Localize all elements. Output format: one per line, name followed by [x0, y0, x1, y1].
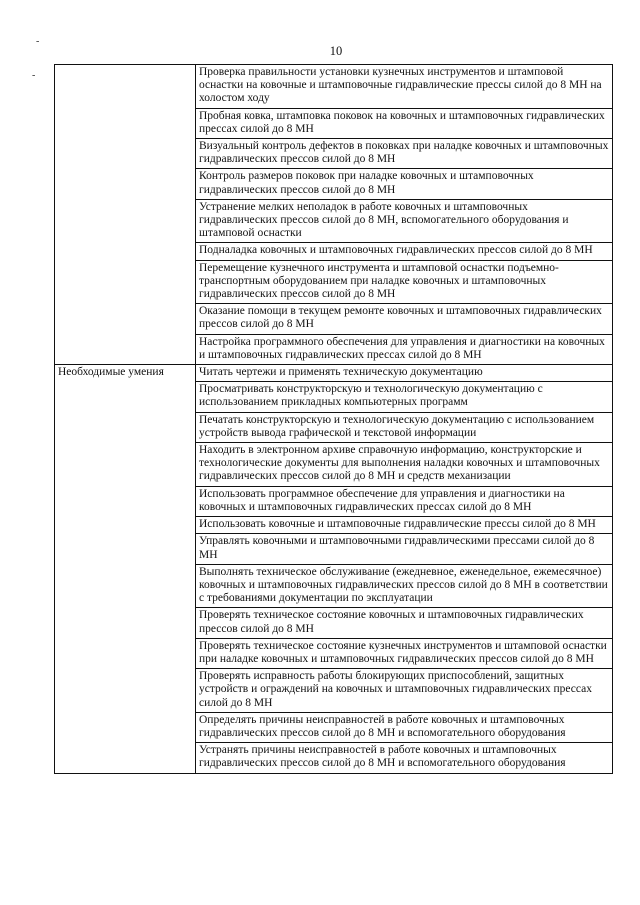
table-cell: Устранять причины неисправностей в работе ковочных и штамповочных гидравлических прессов силой до 8 МН и вспомогательного оборудования	[196, 743, 613, 773]
table-cell: Настройка программного обеспечения для управления и диагностики на ковочных и штамповочных гидравлических прессах силой до 8 МН	[196, 334, 613, 364]
table-cell: Устранение мелких неполадок в работе ковочных и штамповочных гидравлических прессов силой до 8 МН, вспомогательного оборудования и штамповой оснастки	[196, 199, 613, 243]
margin-mark: -	[32, 70, 36, 81]
table-cell: Управлять ковочными и штамповочными гидравлическими прессами силой до 8 МН	[196, 534, 613, 564]
table-cell: Подналадка ковочных и штамповочных гидравлических прессов силой до 8 МН	[196, 243, 613, 260]
table-cell: Определять причины неисправностей в работе ковочных и штамповочных гидравлических прессов силой до 8 МН и вспомогательного оборудования	[196, 712, 613, 742]
section-label-cell	[55, 65, 196, 365]
table-cell: Печатать конструкторскую и технологическую документацию с использованием устройств вывода графической и текстовой информации	[196, 412, 613, 442]
table-cell: Проверка правильности установки кузнечных инструментов и штамповой оснастки на ковочные и штамповочные гидравлические прессы силой до 8 МН на холостом ходу	[196, 65, 613, 109]
skills-label: Необходимые умения	[55, 365, 196, 773]
table-cell: Проверять техническое состояние кузнечных инструментов и штамповой оснастки при наладке ковочных и штамповочных гидравлических прессов силой до 8 МН	[196, 638, 613, 668]
table-row	[55, 365, 613, 382]
table-cell: Выполнять техническое обслуживание (ежедневное, еженедельное, ежемесячное) ковочных и штамповочных гидравлических прессов силой до 8 МН в соответствии с требованиями документации по эксплуатации	[196, 564, 613, 608]
table-cell: Находить в электронном архиве справочную информацию, конструкторские и технологические документы для выполнения наладки ковочных и штамповочных гидравлических прессов силой до 8 МН и средств механизации	[196, 443, 613, 487]
margin-mark: -	[36, 36, 40, 47]
table-cell: Визуальный контроль дефектов в поковках при наладке ковочных и штамповочных гидравлических прессов силой до 8 МН	[196, 139, 613, 169]
table-cell: Пробная ковка, штамповка поковок на ковочных и штамповочных гидравлических прессах силой до 8 МН	[196, 108, 613, 138]
table-cell: Перемещение кузнечного инструмента и штамповой оснастки подъемно-транспортным оборудованием при наладке ковочных и штамповочных гидравлических прессов силой до 8 МН	[196, 260, 613, 304]
table-cell: Проверять техническое состояние ковочных и штамповочных гидравлических прессов силой до 8 МН	[196, 608, 613, 638]
requirements-table	[54, 64, 613, 774]
table-cell: Использовать программное обеспечение для управления и диагностики на ковочных и штамповочных гидравлических прессах силой до 8 МН	[196, 486, 613, 516]
table-cell: Просматривать конструкторскую и технологическую документацию с использованием прикладных компьютерных программ	[196, 382, 613, 412]
table-cell: Использовать ковочные и штамповочные гидравлические прессы силой до 8 МН	[196, 517, 613, 534]
table-cell: Читать чертежи и применять техническую документацию	[196, 365, 613, 382]
table-cell: Оказание помощи в текущем ремонте ковочных и штамповочных гидравлических прессов силой до 8 МН	[196, 304, 613, 334]
page-number: 10	[329, 44, 343, 58]
table-cell: Проверять исправность работы блокирующих приспособлений, защитных устройств и ограждений на ковочных и штамповочных гидравлических прессах силой до 8 МН	[196, 669, 613, 713]
table-cell: Контроль размеров поковок при наладке ковочных и штамповочных гидравлических прессов силой до 8 МН	[196, 169, 613, 199]
table-row	[55, 65, 613, 109]
